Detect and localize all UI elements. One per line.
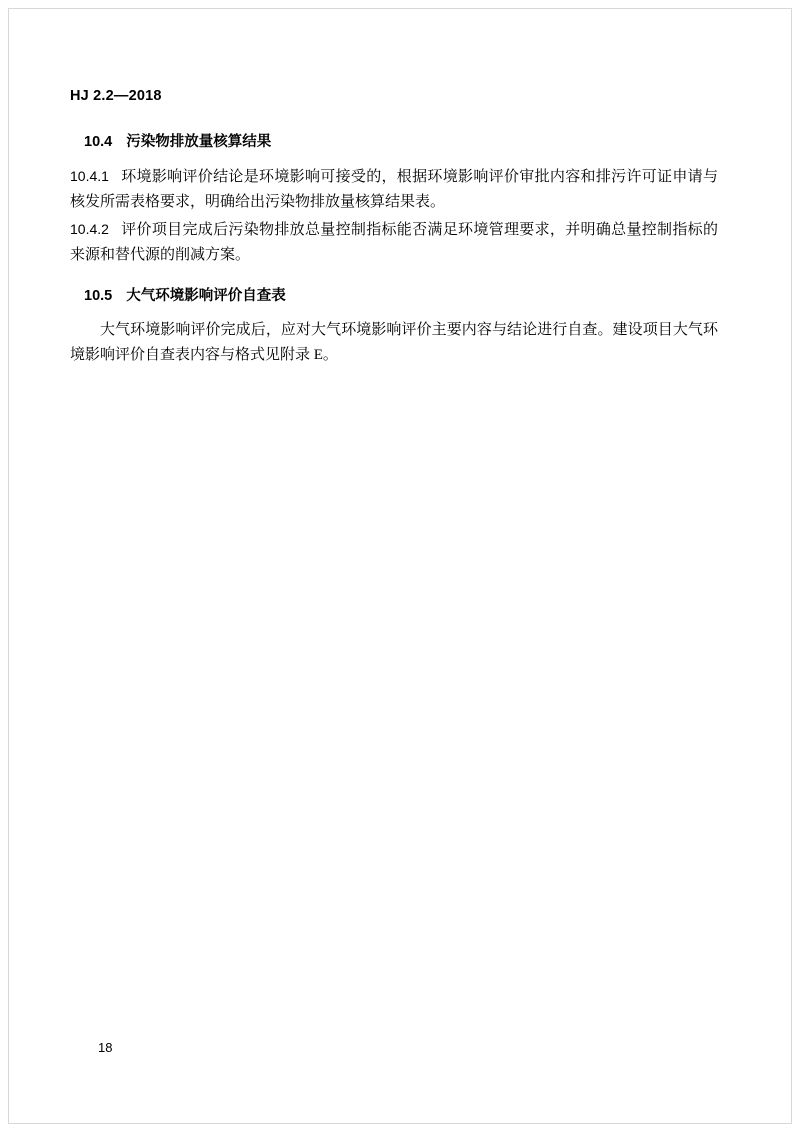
- page-content: [70, 88, 718, 370]
- section-title: 污染物排放量核算结果: [126, 134, 272, 150]
- paragraph-text: 环境影响评价结论是环境影响可接受的，根据环境影响评价审批内容和排污许可证申请与核发所需表格要求，明确给出污染物排放量核算结果表。: [70, 169, 718, 210]
- section-title: 大气环境影响评价自查表: [126, 288, 286, 304]
- paragraph-text: 评价项目完成后污染物排放总量控制指标能否满足环境管理要求，并明确总量控制指标的来源和替代源的削减方案。: [70, 222, 718, 263]
- paragraph-label: 10.4.2: [70, 221, 109, 237]
- section-number: 10.5: [84, 288, 113, 304]
- section-heading-10-4: [70, 130, 718, 151]
- document-standard-code: HJ 2.2—2018: [70, 88, 162, 104]
- page-number: 18: [98, 1040, 113, 1055]
- section-heading-10-5: [70, 284, 718, 305]
- paragraph-10-4-2: [70, 217, 718, 268]
- paragraph-10-5-body: 大气环境影响评价完成后，应对大气环境影响评价主要内容与结论进行自查。建设项目大气环境影响评价自查表内容与格式见附录 E。: [70, 322, 718, 363]
- paragraph-10-4-1: [70, 164, 718, 215]
- section-number: 10.4: [84, 134, 113, 150]
- paragraph-label: 10.4.1: [70, 168, 109, 184]
- section-spacer: [70, 270, 718, 284]
